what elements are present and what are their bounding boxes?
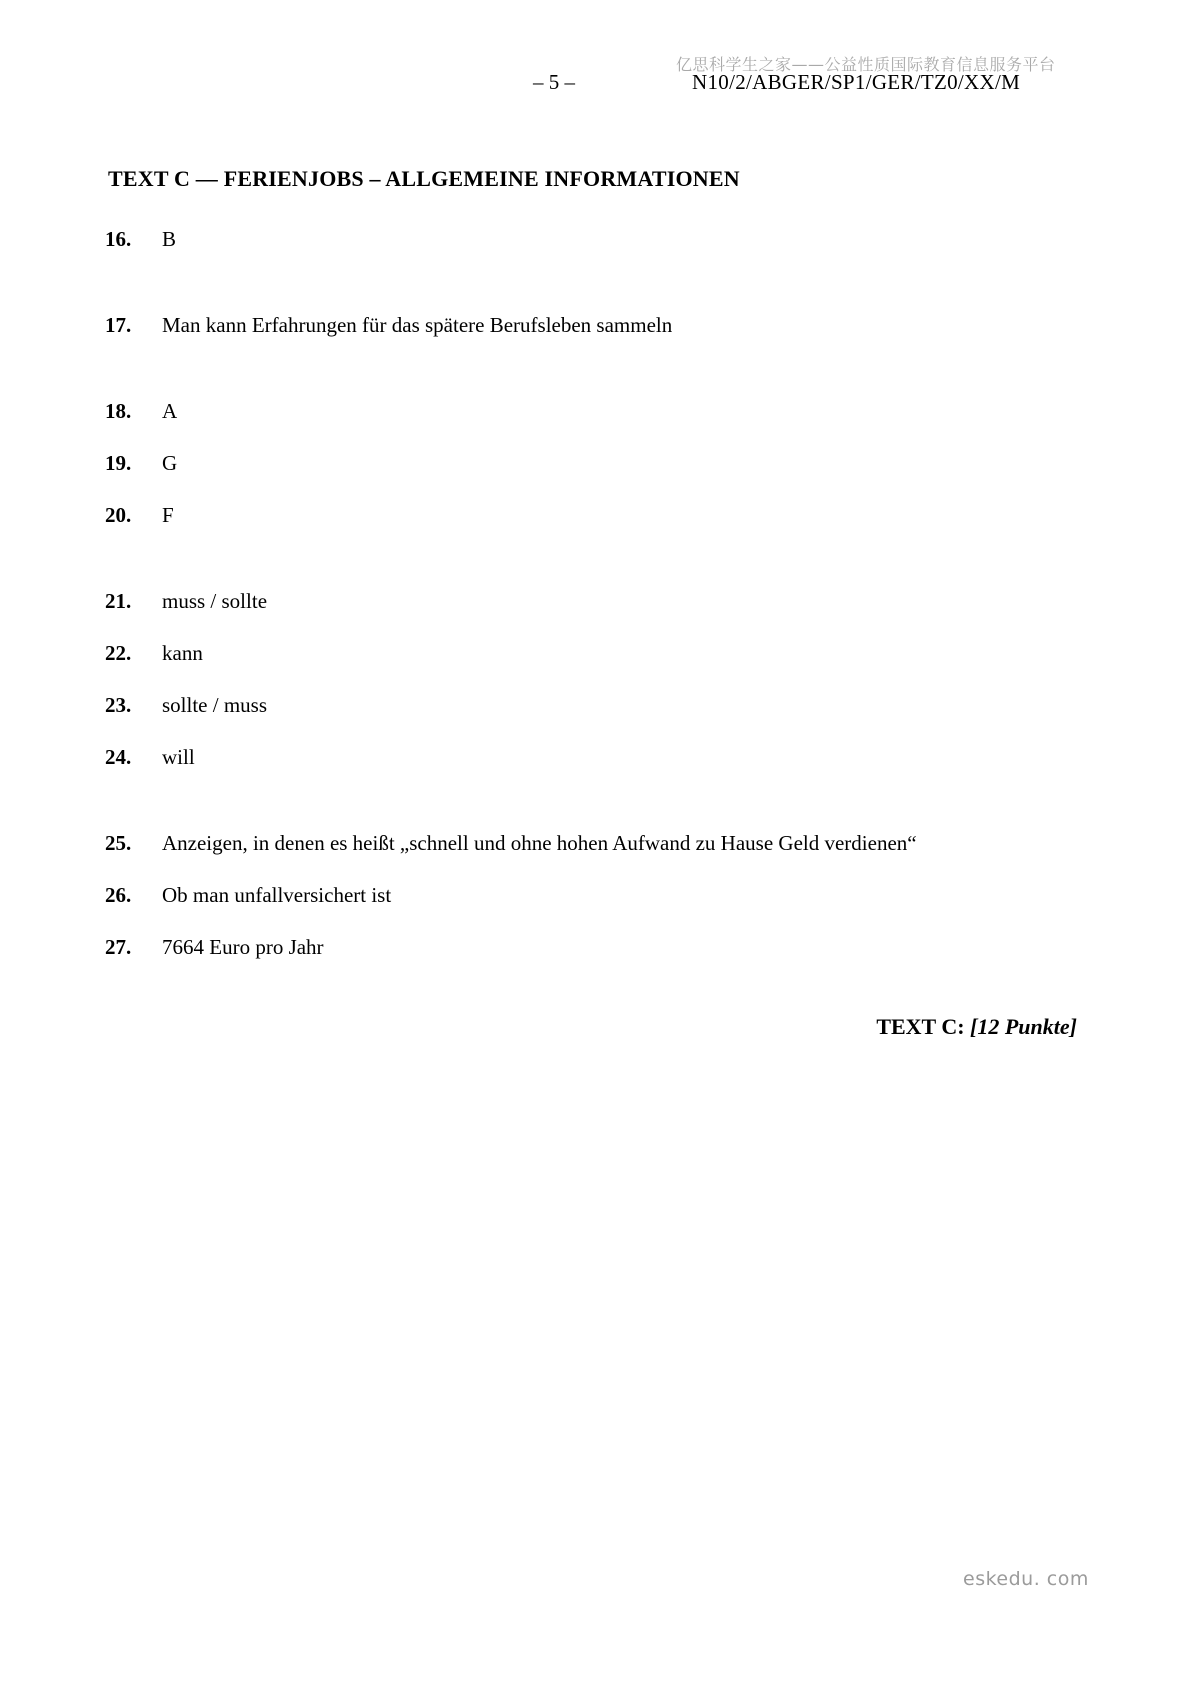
answer-text: Ob man unfallversichert ist	[162, 882, 392, 907]
answer-text: muss / sollte	[162, 588, 268, 613]
answer-text: F	[162, 502, 174, 527]
section-total-label: TEXT C:	[876, 1014, 965, 1039]
answer-number: 18.	[105, 398, 132, 423]
answer-number: 26.	[105, 882, 132, 907]
answer-row	[0, 869, 1191, 921]
answer-row	[0, 437, 1191, 489]
answer-group	[0, 299, 1191, 351]
answer-row	[0, 299, 1191, 351]
answer-group	[0, 213, 1191, 265]
page-number: – 5 –	[533, 70, 575, 94]
answer-number: 20.	[105, 502, 132, 527]
answer-text: B	[162, 226, 177, 251]
answer-text: Anzeigen, in denen es heißt „schnell und ohne hohen Aufwand zu Hause Geld verdienen“	[162, 830, 917, 855]
answer-text: kann	[162, 640, 203, 665]
answer-row	[0, 213, 1191, 265]
answer-number: 17.	[105, 312, 132, 337]
answer-text: sollte / muss	[162, 692, 268, 717]
answer-row	[0, 489, 1191, 541]
answer-row	[0, 817, 1191, 869]
answer-row	[0, 679, 1191, 731]
answer-text: G	[162, 450, 178, 475]
answer-row	[0, 921, 1191, 973]
answer-list	[0, 213, 1191, 973]
answer-number: 22.	[105, 640, 132, 665]
answer-row	[0, 731, 1191, 783]
answer-number: 25.	[105, 830, 132, 855]
answer-row	[0, 385, 1191, 437]
answer-number: 23.	[105, 692, 132, 717]
answer-number: 19.	[105, 450, 132, 475]
answer-text: Man kann Erfahrungen für das spätere Berufsleben sammeln	[162, 312, 673, 337]
answer-row	[0, 575, 1191, 627]
answer-text: A	[162, 398, 178, 423]
answer-number: 27.	[105, 934, 132, 959]
answer-number: 24.	[105, 744, 132, 769]
answer-number: 16.	[105, 226, 132, 251]
section-total-points: [12 Punkte]	[970, 1014, 1077, 1039]
answer-row	[0, 627, 1191, 679]
answer-number: 21.	[105, 588, 132, 613]
answer-group	[0, 575, 1191, 783]
answer-group	[0, 817, 1191, 973]
top-watermark: 亿思科学生之家——公益性质国际教育信息服务平台	[676, 55, 1056, 74]
paper-code: N10/2/ABGER/SP1/GER/TZ0/XX/M	[692, 70, 1021, 94]
section-heading: TEXT C — FERIENJOBS – ALLGEMEINE INFORMATIONEN	[108, 166, 740, 191]
answer-text: will	[162, 744, 195, 769]
bottom-watermark: eskedu. com	[963, 1568, 1089, 1590]
answer-group	[0, 385, 1191, 541]
section-total	[876, 1014, 1077, 1040]
answer-text: 7664 Euro pro Jahr	[162, 934, 324, 959]
